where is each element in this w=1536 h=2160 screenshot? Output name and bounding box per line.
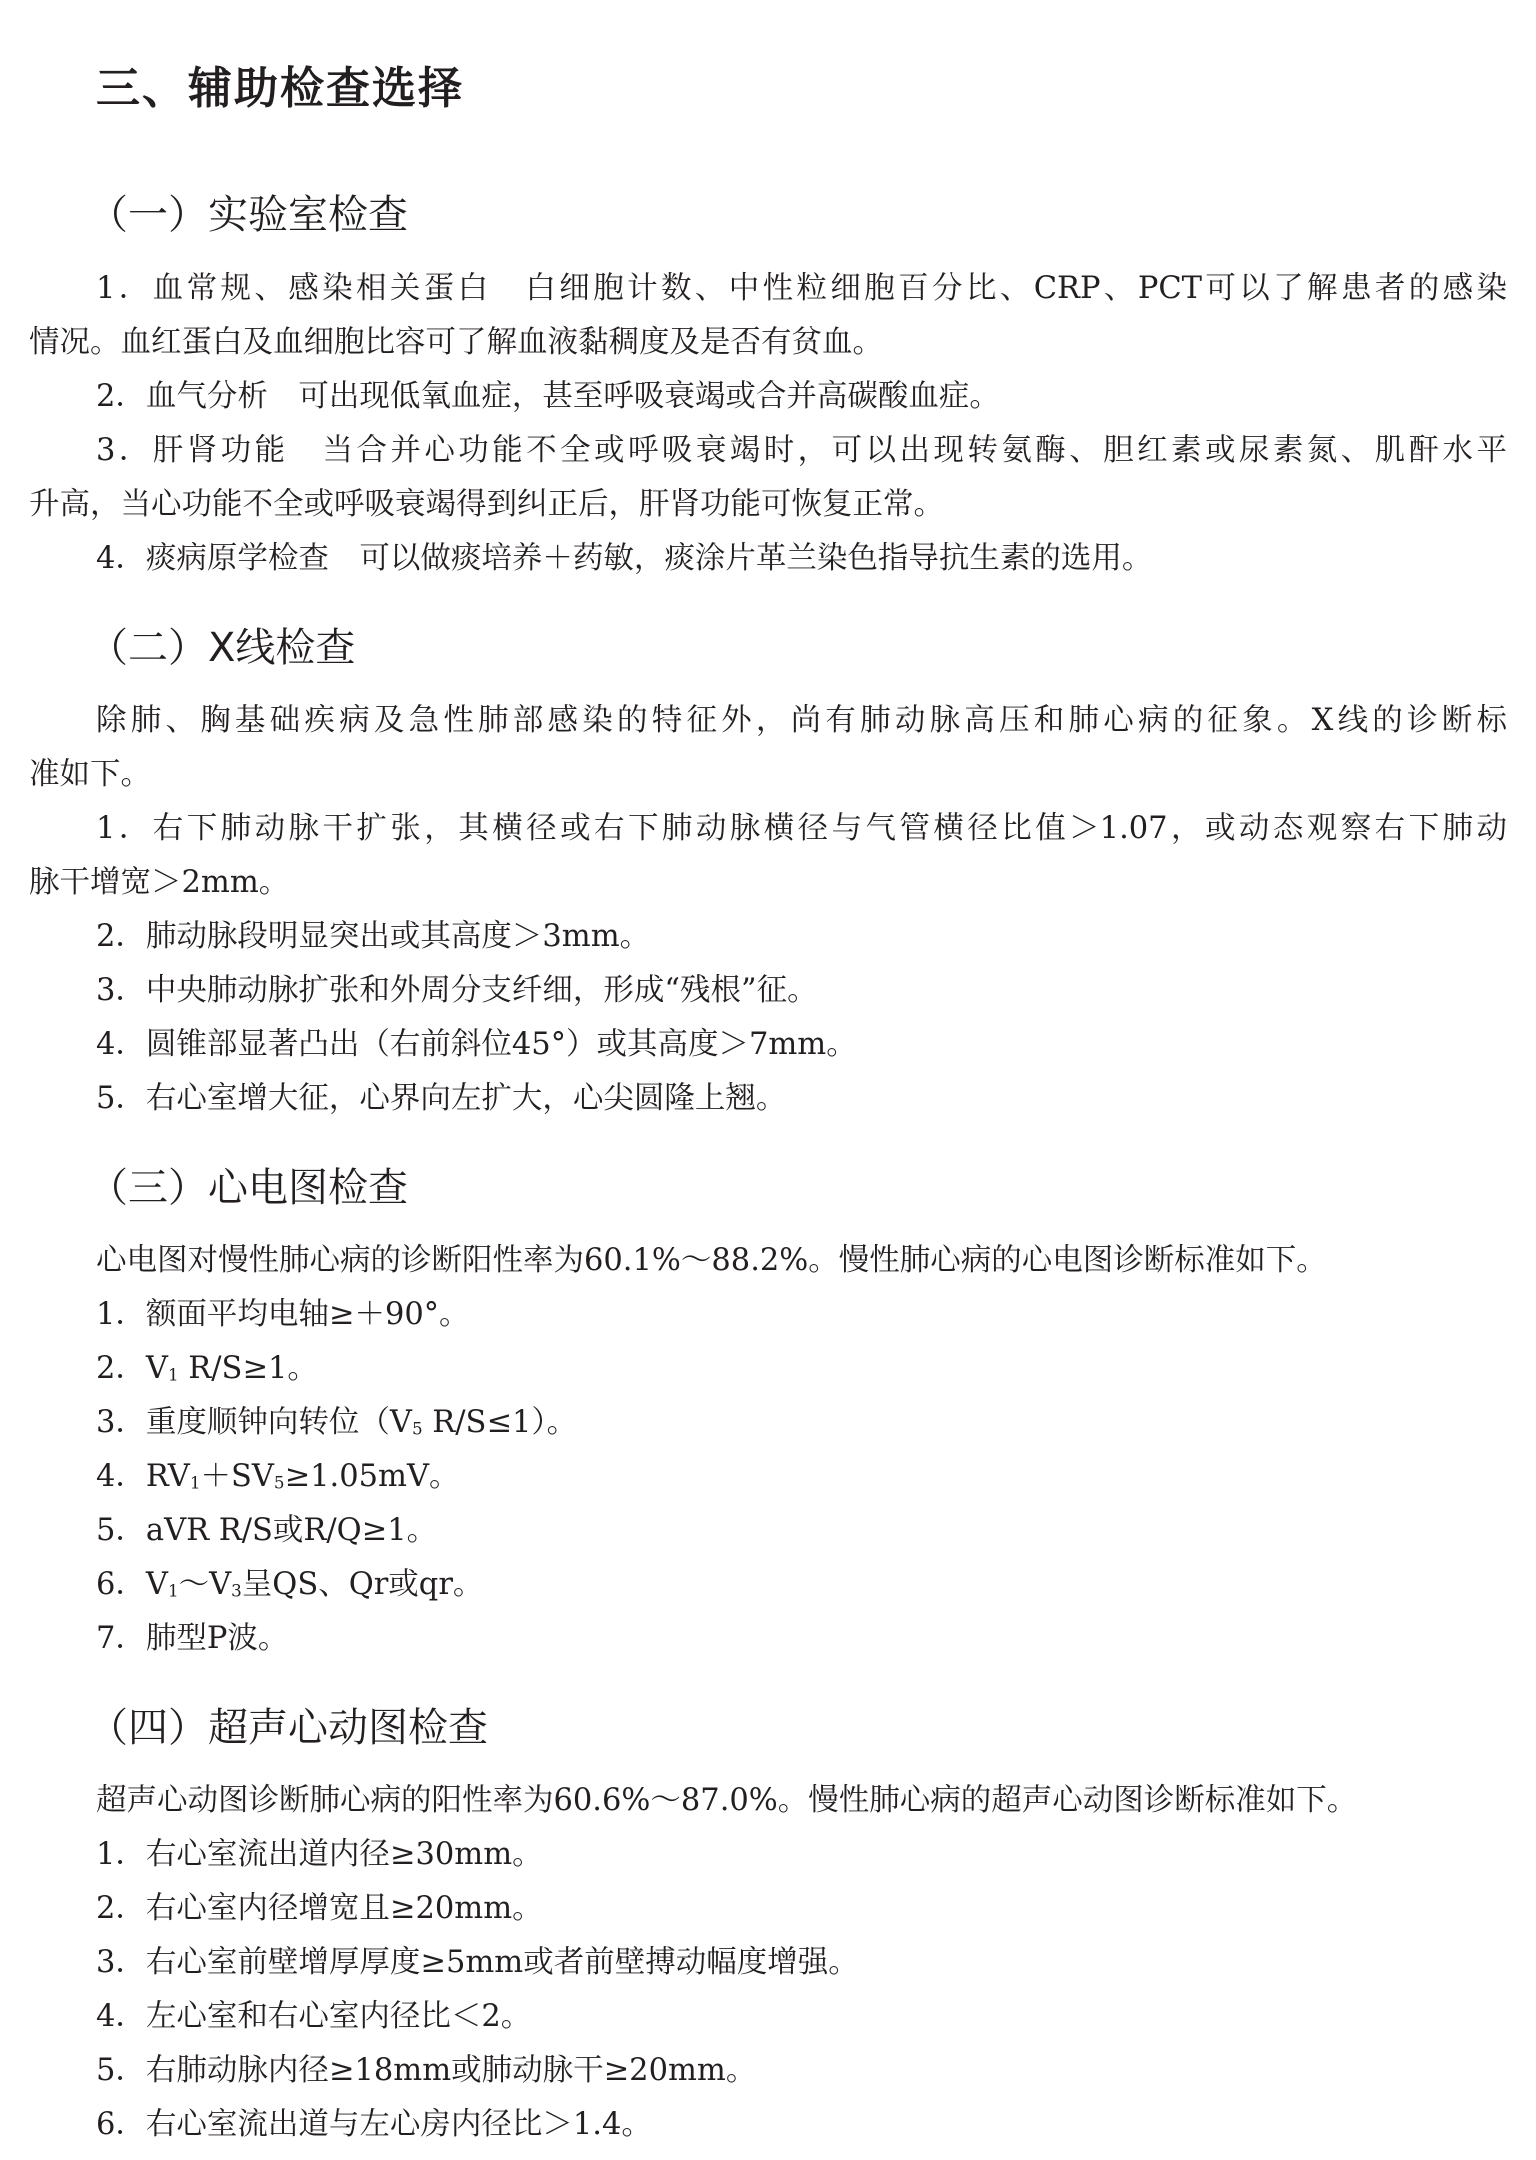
section-heading-lab: （一）实验室检查 (88, 192, 408, 238)
paragraph-line: 5．右心室增大征，心界向左扩大，心尖圆隆上翘。 (96, 1081, 787, 1116)
section-heading-ecg: （三）心电图检查 (88, 1165, 408, 1211)
paragraph-line: 升高，当心功能不全或呼吸衰竭得到纠正后，肝肾功能可恢复正常。 (29, 487, 944, 522)
list-item: 6．右心室流出道与左心房内径比＞1.4。 (96, 2107, 652, 2142)
list-item: 4．左心室和右心室内径比＜2。 (96, 1999, 532, 2034)
paragraph-line: 情况。血红蛋白及血细胞比容可了解血液黏稠度及是否有贫血。 (29, 325, 883, 360)
paragraph-line: 3．中央肺动脉扩张和外周分支纤细，形成“残根”征。 (96, 973, 818, 1008)
section-heading-echo: （四）超声心动图检查 (88, 1705, 488, 1751)
list-item: 1．额面平均电轴≥＋90°。 (96, 1297, 470, 1332)
list-item: 3．重度顺钟向转位（$V_5$ R/S≤1）。 (96, 1405, 578, 1440)
list-item: 6．$V_1\sim V_3$呈QS、Qr或qr。 (96, 1567, 484, 1602)
paragraph-line: 超声心动图诊断肺心病的阳性率为60.6%～87.0%。慢性肺心病的超声心动图诊断标准如下。 (96, 1783, 1358, 1818)
paragraph-line: 1．右下肺动脉干扩张，其横径或右下肺动脉横径与气管横径比值＞1.07，或动态观察右下肺动 (96, 811, 1507, 846)
list-item: 5．右肺动脉内径≥18mm或肺动脉干≥20mm。 (96, 2053, 757, 2088)
list-item: 7．肺型P波。 (96, 1621, 289, 1656)
paragraph-line: 4．痰病原学检查 可以做痰培养＋药敏，痰涂片革兰染色指导抗生素的选用。 (96, 541, 1153, 576)
list-item: 3．右心室前壁增厚厚度≥5mm或者前壁搏动幅度增强。 (96, 1945, 859, 1980)
paragraph-line: 2．肺动脉段明显突出或其高度＞3mm。 (96, 919, 651, 954)
list-item: 4．$RV_1+SV_5\ge 1.05mV$。 (96, 1459, 460, 1494)
section-heading-xray: （二）X线检查 (88, 625, 356, 671)
list-item: 1．右心室流出道内径≥30mm。 (96, 1837, 543, 1872)
paragraph-line: 除肺、胸基础疾病及急性肺部感染的特征外，尚有肺动脉高压和肺心病的征象。X线的诊断标 (96, 703, 1507, 738)
page-title: 三、辅助检查选择 (96, 63, 464, 114)
paragraph-line: 3．肝肾功能 当合并心功能不全或呼吸衰竭时，可以出现转氨酶、胆红素或尿素氮、肌酐水平 (96, 433, 1507, 468)
paragraph-line: 4．圆锥部显著凸出（右前斜位45°）或其高度＞7mm。 (96, 1027, 857, 1062)
list-item: 2．$V_1$ R/S≥1。 (96, 1351, 318, 1386)
list-item: 5．aVR R/S或R/Q≥1。 (96, 1513, 438, 1548)
paragraph-line: 脉干增宽＞2mm。 (29, 865, 290, 900)
paragraph-line: 心电图对慢性肺心病的诊断阳性率为60.1%～88.2%。慢性肺心病的心电图诊断标准如下。 (96, 1243, 1327, 1278)
paragraph-line: 2．血气分析 可出现低氧血症，甚至呼吸衰竭或合并高碳酸血症。 (96, 379, 1000, 414)
paragraph-line: 1．血常规、感染相关蛋白 白细胞计数、中性粒细胞百分比、CRP、PCT可以了解患者的感染 (96, 271, 1507, 306)
list-item: 2．右心室内径增宽且≥20mm。 (96, 1891, 543, 1926)
paragraph-line: 准如下。 (29, 757, 151, 792)
